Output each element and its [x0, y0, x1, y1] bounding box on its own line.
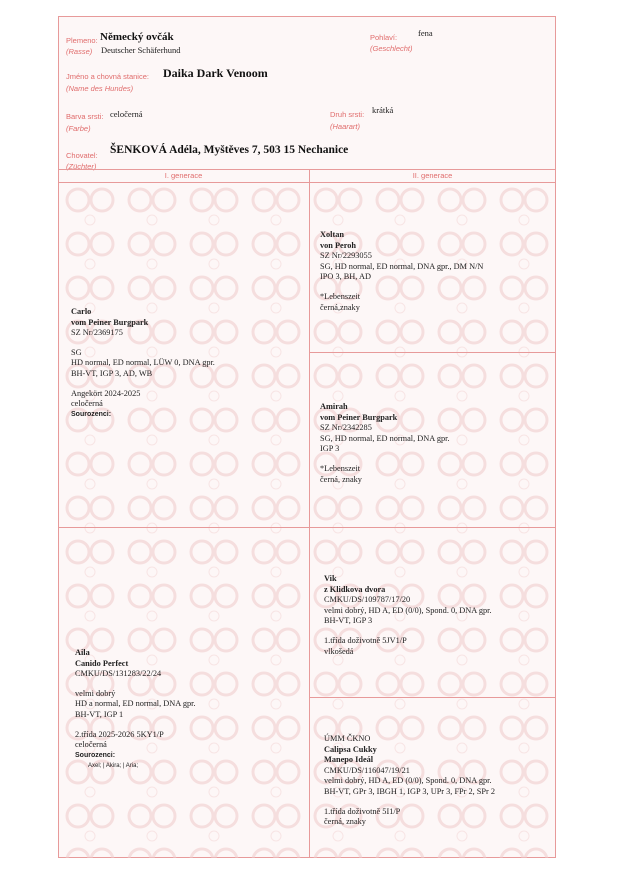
sire-l4: Angekört 2024-2025 [71, 388, 141, 398]
sex-label-de: (Geschlecht) [370, 44, 413, 53]
ds-name1: Vik [324, 574, 337, 583]
dam-siblings-value: Axel; | Akira; | Aria; [88, 763, 139, 770]
sire-l3: BH-VT, IGP 3, AD, WB [71, 368, 153, 378]
sd-l4: černá, znaky [320, 474, 362, 484]
coat-label-de: (Haarart) [330, 122, 361, 131]
ss-reg: SZ Nr/2293055 [320, 251, 372, 261]
generation-divider [309, 169, 310, 858]
sd-l1: SG, HD normal, ED normal, DNA gpr. [320, 433, 450, 443]
coat-value: krátká [372, 105, 394, 115]
sire-dam-divider [58, 527, 556, 528]
dam-siblings-label: Sourozenci: [75, 751, 116, 759]
ds-l4: vlkošedá [324, 646, 354, 656]
ds-l1: velmi dobrý, HD A, ED (0/0), Spond. 0, DNA gpr. [324, 605, 492, 615]
sd-name1: Amirah [320, 402, 348, 411]
dam-l1: velmi dobrý [75, 688, 116, 698]
dd-l2: BH-VT, GPr 3, IBGH 1, IGP 3, UPr 3, FPr 2, SPr 2 [324, 786, 496, 796]
color-label: Barva srsti: [66, 112, 104, 121]
dam-dam-entry [324, 734, 495, 828]
sd-reg: SZ Nr/2342285 [320, 423, 372, 433]
sire-dam-entry [320, 402, 450, 485]
dam-l4: 2.třída 2025-2026 5KY1/P [75, 729, 164, 739]
sire-l5: celočerná [71, 399, 103, 409]
sire-entry [71, 307, 215, 420]
ss-l2: IPO 3, BH, AD [320, 272, 371, 282]
dam-name1: Aila [75, 648, 90, 657]
ss-l3: *Lebenszeit [320, 291, 361, 301]
dd-name2: Manepo Ideál [324, 755, 374, 765]
breeder-label-de: (Züchter) [66, 162, 97, 171]
breed-value-de: Deutscher Schäferhund [101, 45, 181, 55]
dam-entry [75, 648, 196, 772]
name-label: Jméno a chovná stanice: [66, 72, 149, 81]
ds-l3: 1.třída doživotně 5JV1/P [324, 635, 407, 645]
dd-l4: černá, znaky [324, 817, 366, 827]
dd-title: ÚMM ČKNO [324, 734, 371, 743]
dam-name2: Canido Perfect [75, 658, 129, 668]
ds-reg: CMKU/DS/109787/17/20 [324, 595, 411, 605]
dd-name1: Calipsa Cukky [324, 744, 377, 754]
ds-l2: BH-VT, IGP 3 [324, 616, 373, 626]
ss-sd-divider [309, 352, 556, 353]
name-label-de: (Name des Hundes) [66, 84, 134, 93]
sire-sire-entry [320, 230, 483, 313]
generation-header-divider [58, 182, 556, 183]
gen2-header: II. generace [412, 171, 453, 180]
breeder-label: Chovatel: [66, 151, 98, 160]
ss-l4: černá,znaky [320, 302, 360, 312]
sex-label: Pohlaví: [370, 33, 398, 42]
breed-label-de: (Rasse) [66, 47, 93, 56]
sire-l2: HD normal, ED normal, LÜW 0, DNA gpr. [71, 358, 215, 368]
sex-value: fena [418, 28, 433, 38]
sire-siblings-label: Sourozenci: [71, 410, 112, 418]
ss-name2: von Peroh [320, 240, 357, 250]
breeder-value: ŠENKOVÁ Adéla, Myštěves 7, 503 15 Nechanice [110, 144, 349, 156]
breed-value: Německý ovčák [100, 31, 174, 43]
ss-name1: Xoltan [320, 230, 344, 239]
dd-l3: 1.třída doživotně 5I1/P [324, 806, 401, 816]
dam-l2: HD a normal, ED normal, DNA gpr. [75, 699, 196, 709]
sd-l2: IGP 3 [320, 444, 340, 454]
dam-l5: celočerná [75, 740, 107, 750]
dd-reg: CMKU/DS/116047/19/21 [324, 765, 410, 775]
sire-l1: SG [71, 347, 82, 357]
dog-name-value: Daika Dark Venoom [163, 66, 268, 80]
sire-reg: SZ Nr/2369175 [71, 328, 123, 338]
dd-l1: velmi dobrý, HD A, ED (0/0), Spond. 0, DNA gpr. [324, 776, 492, 786]
ds-name2: z Klidkova dvora [324, 584, 386, 594]
color-label-de: (Farbe) [66, 124, 91, 133]
dam-reg: CMKU/DS/131283/22/24 [75, 669, 162, 679]
dam-l3: BH-VT, IGP 1 [75, 709, 124, 719]
ds-dd-divider [309, 697, 556, 698]
dam-sire-entry [324, 574, 492, 657]
sire-name1: Carlo [71, 307, 92, 316]
breed-label: Plemeno: [66, 36, 98, 45]
coat-label: Druh srsti: [330, 110, 365, 119]
sire-name2: vom Peiner Burgpark [71, 317, 149, 327]
sd-l3: *Lebenszeit [320, 463, 361, 473]
sd-name2: vom Peiner Burgpark [320, 412, 398, 422]
gen1-header: I. generace [164, 171, 203, 180]
color-value: celočerná [110, 109, 143, 119]
ss-l1: SG, HD normal, ED normal, DNA gpr., DM N/N [320, 261, 484, 271]
